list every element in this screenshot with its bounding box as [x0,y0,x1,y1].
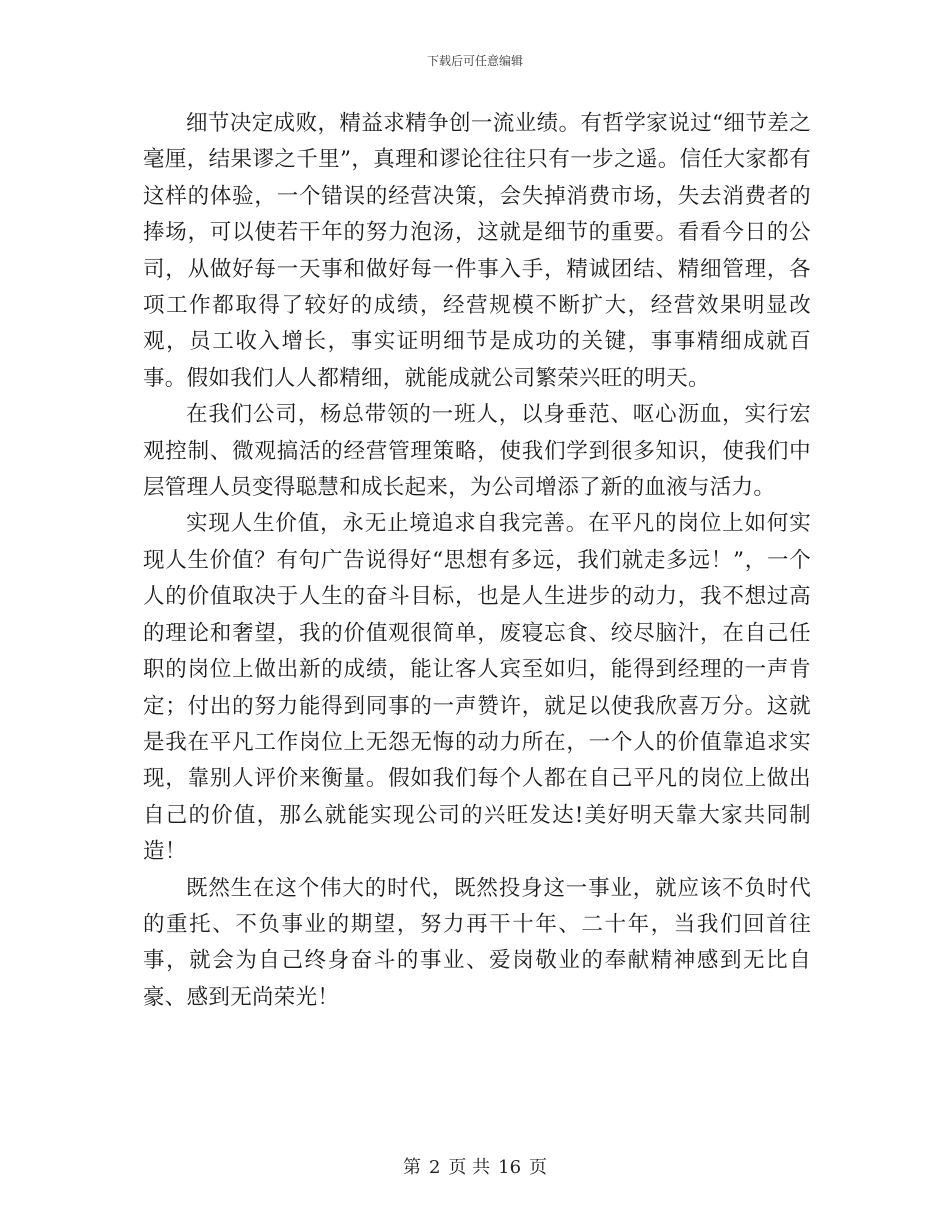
paragraph-4: 既然生在这个伟大的时代，既然投身这一事业，就应该不负时代的重托、不负事业的期望，努力再干十年、二十年，当我们回首往事，就会为自己终身奋斗的事业、爱岗敬业的奉献精神感到无比自豪、感到无尚荣光！ [143,875,811,1010]
page-header: 下载后可任意编辑 [426,54,523,68]
footer-suffix: 页 [529,1157,548,1178]
paragraph-3: 实现人生价值，永无止境追求自我完善。在平凡的岗位上如何实现人生价值？有句广告说得好“思想有多远，我们就走多远！”，一个人的价值取决于人生的奋斗目标，也是人生进步的动力，我不想过高的理论和奢望，我的价值观很简单，废寝忘食、绞尽脑汁，在自己任职的岗位上做出新的成绩，能让客人宾至如归，能得到经理的一声肯定；付出的努力能得到同事的一声赞许，就足以使我欣喜万分。这就是我在平凡工作岗位上无怨无悔的动力所在，一个人的价值靠追求实现，靠别人评价来衡量。假如我们每个人都在自己平凡的岗位上做出自己的价值，那么就能实现公司的兴旺发达!美好明天靠大家共同制造！ [143,511,811,865]
footer-page-number: 2 [428,1157,441,1178]
document-body [143,106,811,1016]
paragraph-1: 细节决定成败，精益求精争创一流业绩。有哲学家说过“细节差之毫厘，结果谬之千里”，真理和谬论往往只有一步之遥。信任大家都有这样的体验，一个错误的经营决策，会失掉消费市场，失去消费者的捧场，可以使若干年的努力泡汤，这就是细节的重要。看看今日的公司，从做好每一天事和做好每一件事入手，精诚团结、精细管理，各项工作都取得了较好的成绩，经营规模不断扩大，经营效果明显改观，员工收入增长，事实证明细节是成功的关键，事事精细成就百事。假如我们人人都精细，就能成就公司繁荣兴旺的明天。 [143,111,811,391]
page-footer [0,1153,950,1179]
paragraph-2: 在我们公司，杨总带领的一班人，以身垂范、呕心沥血，实行宏观控制、微观搞活的经营管理策略，使我们学到很多知识，使我们中层管理人员变得聪慧和成长起来，为公司增添了新的血液与活力。 [143,402,811,501]
footer-middle: 页 共 [448,1157,491,1178]
footer-prefix: 第 [402,1157,421,1178]
footer-total-pages: 16 [498,1157,522,1178]
